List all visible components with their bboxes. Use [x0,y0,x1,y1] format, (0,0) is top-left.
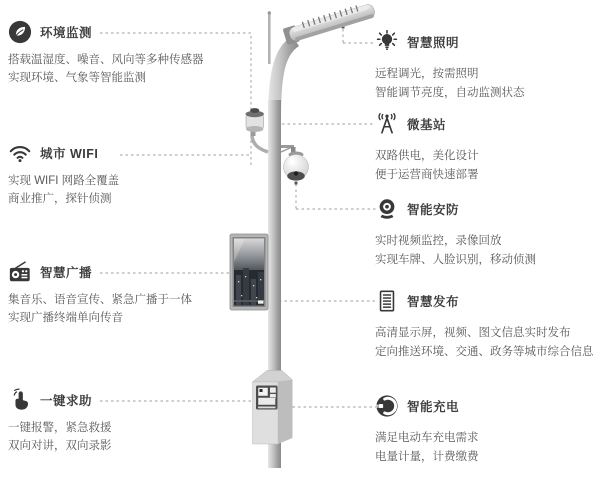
radio-icon [8,260,32,284]
camera-icon [375,197,399,221]
feature-description-line: 智能调节亮度，自动监测状态 [375,87,525,99]
light-bulb-icon [375,30,399,54]
feature-description-line: 实现 WIFI 网路全覆盖 [8,175,120,187]
feature-description-line: 双路供电，美化设计 [375,150,479,162]
feature-lighting [375,30,600,103]
feature-description-line: 高清显示屏，视频、图文信息实时发布 [375,327,571,339]
feature-title: 微基站 [407,118,447,132]
feature-description-line: 双向对讲，双向录影 [8,440,112,452]
feature-description-line: 定向推送环境、交通、政务等城市综合信息 [375,346,594,358]
feature-title: 智能安防 [407,203,460,217]
feature-description-line: 集音乐、语音宣传、紧急广播于一体 [8,294,192,306]
feature-city-wifi [8,141,238,208]
feature-description-line: 商业推广，探针侦测 [8,193,112,205]
feature-title: 智慧照明 [407,36,460,50]
feature-title: 一键求助 [40,394,93,408]
lamp-head [282,1,376,45]
environment-sensor [246,108,269,152]
feature-description-line: 搭载温湿度、噪音、风向等多种传感器 [8,54,204,66]
lightning-rod [268,14,271,64]
document-icon [375,289,399,313]
feature-description-line: 一键报警，紧急救援 [8,422,112,434]
security-camera [281,145,309,181]
feature-publish [375,289,600,362]
feature-security [375,197,600,270]
charging-icon [375,394,399,418]
feature-description-line: 实现环境、气象等智能监测 [8,72,146,84]
environment-monitoring-icon [8,20,32,44]
feature-environment [8,20,238,87]
feature-title: 智能充电 [407,400,460,414]
feature-title: 城市 WIFI [40,147,99,161]
touch-hand-icon [8,388,32,412]
feature-charging [375,394,600,467]
charging-cabinet [253,371,293,445]
feature-title: 智慧发布 [407,295,460,309]
feature-description-line: 远程调光，按需照明 [375,68,479,80]
wifi-icon [8,141,32,165]
feature-description-line: 电量计量，计费缴费 [375,451,479,463]
feature-base-station [375,112,600,185]
feature-description-line: 满足电动车充电需求 [375,432,479,444]
feature-broadcast [8,260,238,327]
feature-sos [8,388,238,455]
antenna-icon [375,112,399,136]
feature-title: 智慧广播 [40,266,93,280]
feature-description-line: 便于运营商快速部署 [375,169,479,181]
feature-description-line: 实现车牌、人脸识别，移动侦测 [375,254,536,266]
feature-title: 环境监测 [40,26,93,40]
feature-description-line: 实时视频监控，录像回放 [375,235,502,247]
feature-description-line: 实现广播终端单向传音 [8,312,123,324]
